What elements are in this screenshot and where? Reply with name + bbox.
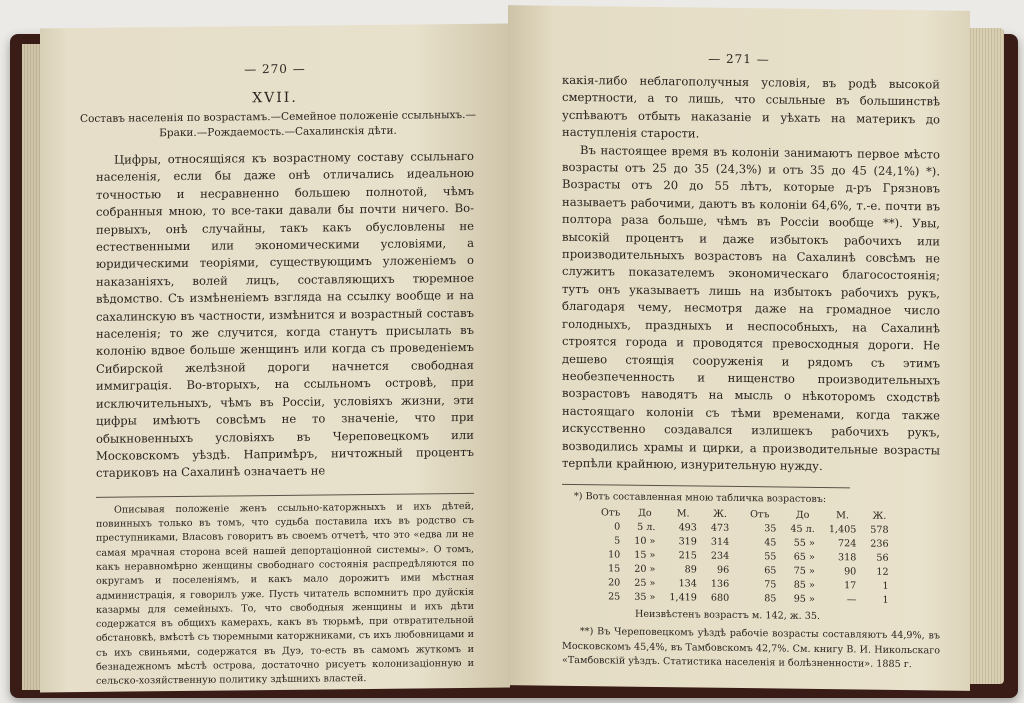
table-cell: 318 (837, 552, 857, 564)
body-text-continued: какія-либо неблагополучныя условія, въ родѣ высокой смертности, а то лишь, что ссыльные въ большинствѣ успѣваютъ отбыть наказаніе и уѣхать на материкъ до наступленія старости. (562, 72, 940, 141)
table-cell: 1 (882, 581, 889, 593)
table-cell: 0 (614, 521, 621, 533)
footnote: **) Въ Череповецкомъ уѣздѣ рабочіе возрасты составляютъ 44,9%, въ Московскомъ 45,4%, въ Тамбовскомъ 42,7%. См. книгу В. И. Никольскаго «Тамбовскій уѣздъ. Статистика населенія и болѣзненности». 1885 г. (562, 626, 940, 671)
table-cell: 85 » (793, 580, 815, 592)
right-page (508, 5, 970, 691)
table-cell: 25 (608, 591, 621, 603)
age-table (594, 507, 896, 609)
footnote-divider (562, 484, 850, 489)
table-cell: 45 (764, 537, 777, 549)
table-cell: 15 » (634, 550, 656, 562)
table-header: М. (836, 510, 849, 522)
footnote-divider (96, 493, 474, 498)
table-cell: 5 л. (637, 522, 656, 534)
table-cell: 25 » (634, 578, 656, 590)
page-number: — 271 — (708, 51, 770, 67)
table-header: До (795, 510, 810, 522)
table-cell: 17 (844, 580, 857, 592)
table-cell: 20 (608, 577, 621, 589)
table-cell: 75 » (793, 566, 815, 578)
right-page-edges (968, 28, 1004, 684)
table-cell: 1,405 (828, 524, 857, 536)
chapter-number: XVII. (252, 89, 298, 107)
table-cell: 95 » (793, 594, 815, 606)
left-page (40, 24, 510, 693)
table-cell: 12 (876, 567, 889, 579)
table-cell: 96 (716, 565, 730, 577)
table-cell: 10 (608, 549, 621, 561)
footnote-table-intro: *) Вотъ составленная мною табличка возрастовъ: (574, 491, 827, 506)
table-cell: — (846, 594, 857, 606)
table-cell: 5 (614, 535, 621, 547)
table-cell: 55 » (793, 538, 815, 550)
table-cell: 89 (684, 564, 697, 576)
table-cell: 55 (764, 551, 777, 563)
table-cell: 15 (608, 563, 621, 575)
footnote: Описывая положеніе женъ ссыльно-каторжныхъ и ихъ дѣтей, повинныхъ только въ томъ, что судьба поставила ихъ въ родство съ преступниками, Власовъ говоритъ въ своемъ отчетѣ, что это «едва ли не самая мрачная сторона всей нашей депортаціонной системы». О томъ, какъ неравномѣрно женщины свободнаго состоянія распредѣляются по округамъ и поселеніямъ, и какъ мало дорожитъ ими мѣстная администрація, я говорилъ уже. Пусть читатель вспомнитъ про дуйскія казармы для семейныхъ. То, что свободныя женщины и ихъ дѣти содержатся въ общихъ камерахъ, какъ въ тюрьмѣ, при отвратительной обстановкѣ, вмѣстѣ съ тюремными каторжниками, съ ихъ любовницами и съ ихъ свиньями, содержатся въ Дуэ, то-есть въ самомъ жуткомъ и безнадежномъ мѣстѣ острова, достаточно рисуетъ колонизаціонную и сельско-хозяйственную политику здѣшнихъ властей. (96, 500, 474, 688)
table-cell: 65 (764, 565, 777, 577)
table-cell: 578 (870, 524, 889, 537)
table-cell: 45 л. (790, 523, 815, 536)
table-cell: 75 (764, 579, 777, 591)
table-cell: 236 (870, 538, 889, 551)
table-cell: 90 (844, 566, 857, 578)
table-cell: 35 » (634, 592, 656, 604)
table-header: Ж. (872, 510, 887, 523)
table-cell: 724 (837, 538, 857, 550)
table-cell: 85 (764, 593, 777, 605)
table-header: М. (676, 508, 690, 520)
table-cell: 314 (710, 537, 730, 549)
table-cell: 134 (678, 578, 697, 590)
table-cell: 136 (710, 579, 730, 591)
table-cell: 473 (710, 523, 730, 535)
body-text: Цифры, относящіяся къ возрастному составу ссыльнаго населенія, если бы даже онѣ отличались идеальною точностью и несравненно большею полнотой, чѣмъ собранныя мною, то все-таки давали бы почти ничего. Во-первыхъ, онѣ случайны, такъ какъ обусловлены не естественными или экономическими условіями, а юридическими теоріями, существующимъ уложеніемъ о наказаніяхъ, волей лицъ, составляющихъ тюремное вѣдомство. Съ измѣненіемъ взгляда на ссылку вообще и на сахалинскую въ частности, измѣнится и возрастный составъ населенія; то же случится, когда станутъ присылать въ колонію вдвое больше женщинъ или когда съ проведеніемъ Сибирской желѣзной дороги начнется свободная иммиграція. Во-вторыхъ, на ссыльномъ островѣ, при исключительныхъ, чѣмъ въ Россіи, условіяхъ жизни, эти цифры имѣютъ совсѣмъ не то значеніе, что при обыкновенныхъ условіяхъ въ Череповецкомъ или Московскомъ уѣздѣ. Напримѣръ, ничтожный процентъ стариковъ на Сахалинѣ означаетъ не (96, 148, 474, 481)
table-cell: 56 (876, 553, 889, 565)
table-cell: 234 (710, 551, 730, 563)
table-cell: 215 (678, 550, 697, 562)
table-header: Ж. (713, 509, 727, 521)
chapter-summary: Составъ населенія по возрастамъ.—Семейное положеніе ссыльныхъ.—Браки.—Рождаемость.—Сахалинскія дѣти. (80, 108, 476, 140)
table-cell: 680 (710, 593, 730, 605)
table-cell: 10 » (634, 536, 656, 548)
table-cell: 65 » (793, 552, 815, 564)
page-number: — 270 — (244, 61, 306, 77)
unknown-age-note: Неизвѣстенъ возрастъ м. 142, ж. 35. (634, 609, 820, 623)
table-cell: 1,419 (669, 592, 697, 604)
table-header: До (638, 508, 652, 520)
table-cell: 493 (678, 522, 697, 534)
table-cell: 1 (882, 595, 889, 607)
table-header: Отъ (601, 507, 621, 519)
table-cell: 319 (678, 536, 697, 548)
table-cell: 20 » (634, 564, 656, 576)
table-header: Отъ (750, 509, 770, 521)
body-text: Въ настоящее время въ колоніи занимаютъ первое мѣсто возрасты отъ 25 до 35 (24,3%) и отъ 35 до 45 (24,1%) *). Возрасты отъ 20 до 55 лѣтъ, которые д-ръ Грязновъ называетъ рабочими, даютъ въ колоніи 64,6%, т.-е. почти въ полтора раза больше, чѣмъ въ Россіи вообще **). Увы, высокій процентъ и даже избытокъ рабочихъ или производительныхъ возрастовъ на Сахалинѣ совсѣмъ не служитъ показателемъ экономическаго благосостоянія; тутъ онъ указываетъ лишь на избытокъ рабочихъ рукъ, благодаря чему, несмотря даже на громадное число голодныхъ, праздныхъ и неспособныхъ, на Сахалинѣ строятся города и проводятся превосходныя дороги. Не дешево стоящія сооруженія и рядомъ съ этимъ необезпеченность и нищенство производительныхъ возрастовъ наводятъ на мысль о нѣкоторомъ сходствѣ настоящаго колоніи съ тѣми временами, когда также искусственно создавался излишекъ рабочихъ рукъ, возводились храмы и цирки, а производительные возрасты терпѣли крайнюю, изнурительную нужду. (562, 142, 940, 473)
table-cell: 35 (764, 523, 777, 535)
